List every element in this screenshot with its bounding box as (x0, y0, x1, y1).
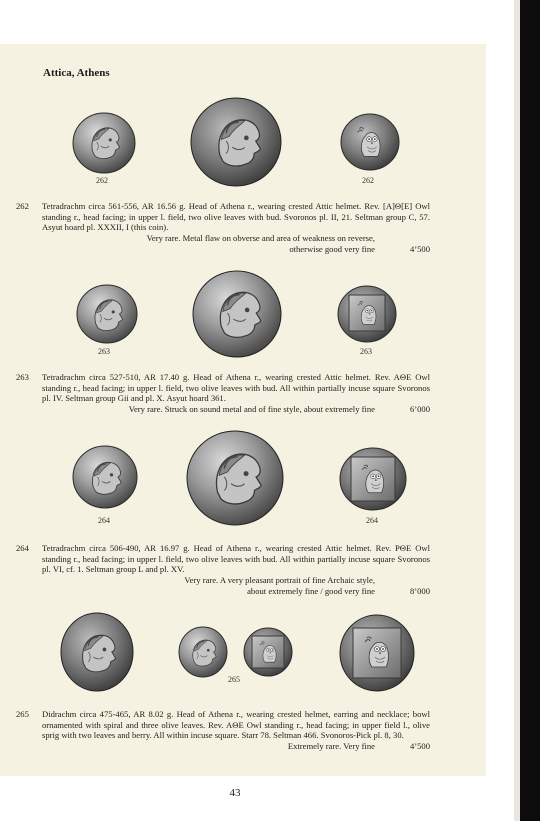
lot-262-enlarged-coin (190, 97, 282, 187)
scan-edge (520, 0, 540, 821)
lot-264-condition-line-2: about extremely fine / good very fine (247, 585, 375, 596)
lot-263-description: Tetradrachm circa 527-510, AR 17.40 g. Head of Athena r., wearing crested Attic helmet. Rev. AΘE Owl standing r., head facing; in upper l. field, two olive leaves with bud. All within partially incuse square Svoronos pl. IV. Seltman group Gii and pl. X. Asyut hoard 361. (42, 372, 430, 404)
lot-265-condition (42, 741, 430, 752)
lot-264-enlarged-coin (186, 430, 284, 526)
region-title: Attica, Athens (43, 67, 110, 79)
lot-262-condition-line-1: Very rare. Metal flaw on obverse and area of weakness on reverse, (146, 233, 375, 243)
lot-262-obverse-coin (72, 112, 136, 174)
lot-265-description: Didrachm circa 475-465, AR 8.02 g. Head of Athena r., wearing crested helmet, earring and necklace; bowl ornamented with spiral and three olive leaves. Rev. AΘE Owl standing r., head facing; in upper field l., olive sprig with two leaves and berry. All within incuse square. Starr 78. Seltman 466. Svonoros-Pick pl. 8, 30. (42, 709, 430, 741)
lot-262-number: 262 (16, 201, 29, 211)
lot-264-condition (42, 575, 430, 596)
lot-264-obverse-coin (72, 445, 138, 509)
lot-262-estimate: 4’500 (409, 243, 430, 254)
lot-263-obverse-coin (76, 284, 138, 344)
lot-265-reverse-coin (243, 627, 293, 677)
scan-inner-edge (514, 0, 520, 821)
lot-263-condition-line-1: Very rare. Struck on sound metal and of fine style, about extremely fine (128, 404, 375, 414)
lot-262-obverse-caption: 262 (96, 176, 108, 185)
lot-265-condition-line-1: Extremely rare. Very fine (287, 741, 375, 751)
lot-265-estimate: 4’500 (409, 741, 430, 751)
lot-265-obverse-coin (178, 626, 228, 678)
lot-265-reverse-enlarged-coin (339, 614, 415, 692)
lot-262-reverse-caption: 262 (362, 176, 374, 185)
lot-263-estimate: 6’000 (409, 404, 430, 414)
lot-263-reverse-caption: 263 (360, 347, 372, 356)
lot-264-estimate: 8’000 (409, 585, 430, 596)
lot-263-obverse-caption: 263 (98, 347, 110, 356)
lot-265-number: 265 (16, 709, 29, 719)
lot-262-description: Tetradrachm circa 561-556, AR 16.56 g. Head of Athena r., wearing crested Attic helmet. Rev. [A]Θ[E] Owl standing r., head facing; in upper l. field, two olive leaves with bud. Svoronos pl. II, 21. Seltman group C, 57. Asyut hoard pl. XXXII, I (this coin). (42, 201, 430, 233)
lot-264-reverse-caption: 264 (366, 516, 378, 525)
lot-264-reverse-coin (339, 447, 407, 511)
lot-264-obverse-caption: 264 (98, 516, 110, 525)
lot-265-obverse-enlarged-coin (60, 612, 134, 692)
lot-263-enlarged-coin (192, 270, 282, 358)
lot-262-reverse-coin (340, 113, 400, 171)
lot-264-description: Tetradrachm circa 506-490, AR 16.97 g. Head of Athena r., wearing crested Attic helmet. Rev. PΘE Owl standing r., head facing; in upper l. field, two olive leaves with bud. All within partially incuse square Svoronos pl. VI, cf. 1. Seltman group L and pl. XV. (42, 543, 430, 575)
lot-264-condition-line-1: Very rare. A very pleasant portrait of fine Archaic style, (184, 575, 375, 585)
lot-262-condition (42, 233, 430, 254)
lot-265-caption: 265 (228, 675, 240, 684)
lot-263-number: 263 (16, 372, 29, 382)
lot-263-condition (42, 404, 430, 415)
lot-264-number: 264 (16, 543, 29, 553)
lot-263-reverse-coin (337, 285, 397, 343)
page-number: 43 (229, 787, 241, 799)
lot-262-condition-line-2: otherwise good very fine (289, 243, 375, 254)
